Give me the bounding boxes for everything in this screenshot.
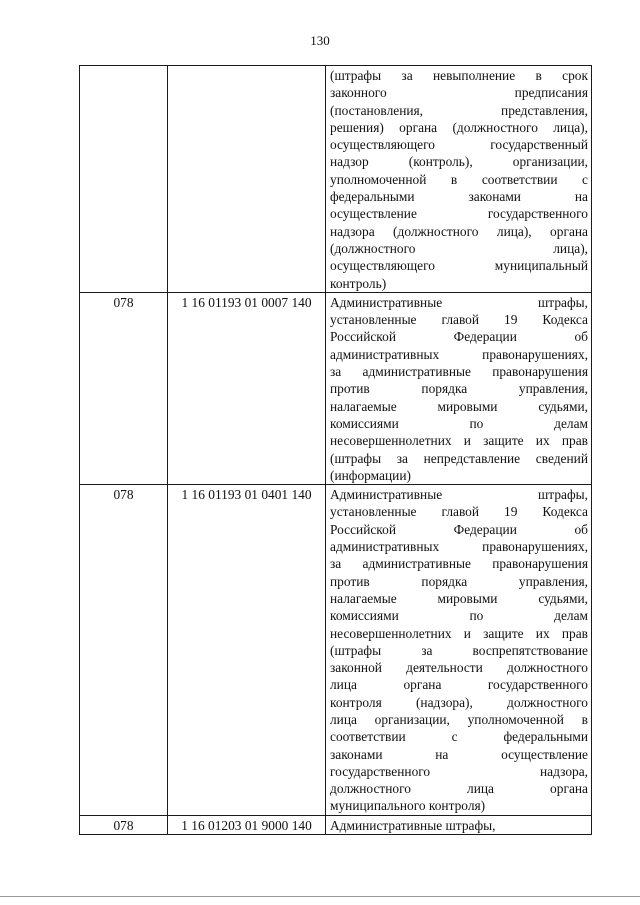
- administrator-code-cell: [80, 66, 168, 293]
- description-text: [326, 66, 591, 292]
- description-line: налагаемые мировыми судьями,: [330, 398, 588, 414]
- description-line: Российской Федерации об: [330, 521, 588, 537]
- description-line: комиссиями по делам: [330, 415, 588, 431]
- description-line: административных правонарушениях,: [330, 346, 588, 362]
- kbk-code-cell: [168, 66, 326, 293]
- administrator-code-cell: 078: [80, 485, 168, 816]
- description-line: за административные правонарушения: [330, 364, 588, 380]
- page-number: 130: [310, 33, 330, 48]
- description-line: лица организации, уполномоченной в: [330, 711, 588, 727]
- description-line: несовершеннолетних и защите их прав: [330, 433, 588, 449]
- description-line: надзора (должностного лица), органа: [330, 223, 588, 239]
- description-line: муниципального контроля): [330, 798, 486, 814]
- description-text: [326, 485, 591, 815]
- table-row: [80, 485, 592, 816]
- description-line: административных правонарушениях,: [330, 539, 588, 555]
- table-row: [80, 815, 592, 834]
- description-line: федеральными законами на: [330, 189, 588, 205]
- description-line: контроля (надзора), должностного: [330, 694, 588, 710]
- description-line: комиссиями по делам: [330, 608, 588, 624]
- description-line: (должностного лица),: [330, 240, 588, 256]
- description-cell: [326, 485, 592, 816]
- description-line: Административные штрафы,: [330, 294, 588, 310]
- description-line: Административные штрафы,: [330, 817, 496, 833]
- description-line: (информации): [330, 467, 411, 483]
- description-line: надзор (контроль), организации,: [330, 154, 588, 170]
- page-bottom-rule: [0, 896, 640, 897]
- description-line: лица органа государственного: [330, 677, 588, 693]
- administrator-code-cell: 078: [80, 815, 168, 834]
- description-line: законного предписания: [330, 85, 588, 101]
- description-line: (штрафы за непредставление сведений: [330, 450, 588, 466]
- description-line: за административные правонарушения: [330, 556, 588, 572]
- description-line: Российской Федерации об: [330, 329, 588, 345]
- description-line: законной деятельности должностного: [330, 660, 588, 676]
- description-line: (штрафы за воспрепятствование: [330, 642, 588, 658]
- description-cell: [326, 815, 592, 834]
- description-line: контроль): [330, 275, 387, 291]
- description-line: несовершеннолетних и защите их прав: [330, 625, 588, 641]
- description-line: (постановления, представления,: [330, 102, 588, 118]
- description-line: установленные главой 19 Кодекса: [330, 312, 588, 328]
- description-line: соответствии с федеральными: [330, 729, 588, 745]
- description-line: осуществление государственного: [330, 206, 588, 222]
- budget-classification-table: [79, 65, 592, 835]
- description-line: должностного лица органа: [330, 781, 588, 797]
- description-line: решения) органа (должностного лица),: [330, 119, 588, 135]
- description-line: уполномоченной в соответствии с: [330, 171, 588, 187]
- description-line: осуществляющего муниципальный: [330, 258, 588, 274]
- kbk-code-cell: 1 16 01193 01 0007 140: [168, 292, 326, 484]
- description-line: законами на осуществление: [330, 746, 588, 762]
- description-line: (штрафы за невыполнение в срок: [330, 68, 588, 83]
- description-cell: [326, 66, 592, 293]
- kbk-code-cell: 1 16 01193 01 0401 140: [168, 485, 326, 816]
- description-line: против порядка управления,: [330, 381, 588, 397]
- description-line: налагаемые мировыми судьями,: [330, 590, 588, 606]
- table-row: [80, 292, 592, 484]
- description-text: [326, 293, 591, 484]
- description-line: осуществляющего государственный: [330, 137, 588, 153]
- kbk-code-cell: 1 16 01203 01 9000 140: [168, 815, 326, 834]
- description-line: установленные главой 19 Кодекса: [330, 504, 588, 520]
- table-row: [80, 66, 592, 293]
- description-line: государственного надзора,: [330, 763, 588, 779]
- description-line: против порядка управления,: [330, 573, 588, 589]
- description-cell: [326, 292, 592, 484]
- description-line: Административные штрафы,: [330, 487, 588, 503]
- administrator-code-cell: 078: [80, 292, 168, 484]
- description-text: [326, 816, 591, 834]
